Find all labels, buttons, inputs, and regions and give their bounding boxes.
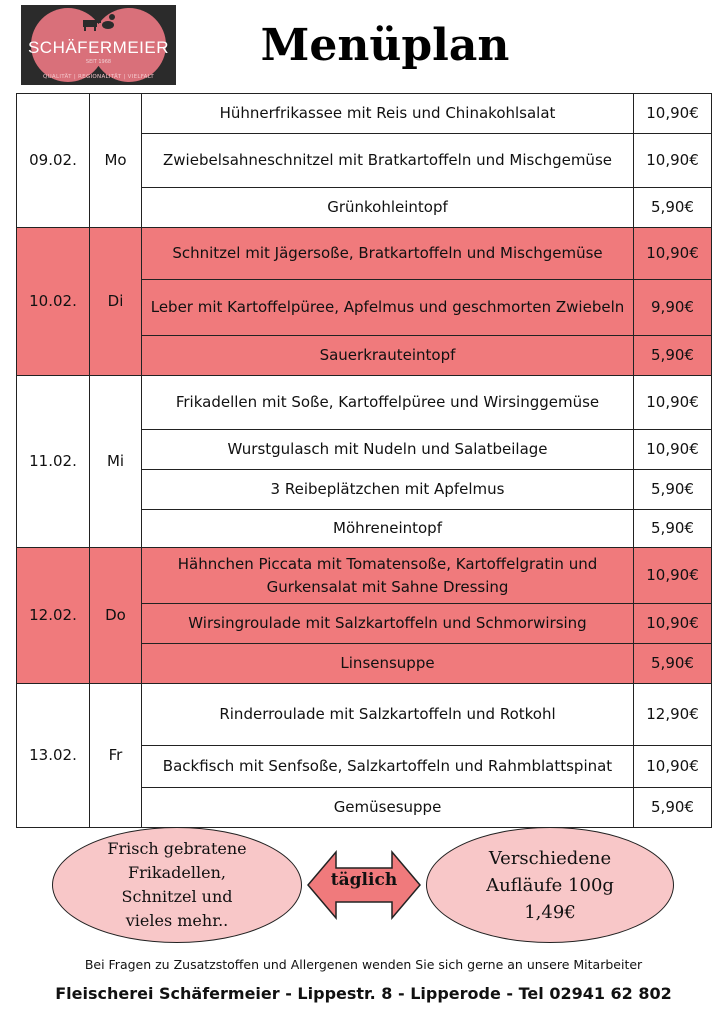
date-cell: 13.02. <box>17 684 90 828</box>
dish-price: 10,90€ <box>634 376 712 430</box>
date-cell: 09.02. <box>17 94 90 228</box>
dish-name: Wurstgulasch mit Nudeln und Salatbeilage <box>142 430 634 470</box>
dish-name: Zwiebelsahneschnitzel mit Bratkartoffeln und Mischgemüse <box>142 134 634 188</box>
dish-name: Gemüsesuppe <box>142 788 634 828</box>
dish-price: 5,90€ <box>634 336 712 376</box>
weekday-cell: Di <box>90 228 142 376</box>
date-cell: 11.02. <box>17 376 90 548</box>
logo-brand: SCHÄFERMEIER <box>27 38 170 57</box>
dish-name: Hühnerfrikassee mit Reis und Chinakohlsalat <box>142 94 634 134</box>
weekday-cell: Mi <box>90 376 142 548</box>
menu-row <box>17 376 712 430</box>
logo-tagline: QUALITÄT | REGIONALITÄT | VIELFALT <box>42 74 155 80</box>
dish-price: 10,90€ <box>634 746 712 788</box>
menu-table <box>16 93 712 828</box>
logo-since: SEIT 1968 <box>85 59 112 65</box>
dish-name: Rinderroulade mit Salzkartoffeln und Rotkohl <box>142 684 634 746</box>
dish-price: 5,90€ <box>634 788 712 828</box>
dish-name: Grünkohleintopf <box>142 188 634 228</box>
dish-price: 10,90€ <box>634 430 712 470</box>
menu-row <box>17 548 712 604</box>
date-cell: 12.02. <box>17 548 90 684</box>
dish-price: 5,90€ <box>634 470 712 510</box>
dish-price: 5,90€ <box>634 644 712 684</box>
dish-name: 3 Reibeplätzchen mit Apfelmus <box>142 470 634 510</box>
daily-offer-text: Frisch gebratene Frikadellen, Schnitzel und vieles mehr.. <box>107 839 247 930</box>
dish-name: Linsensuppe <box>142 644 634 684</box>
dish-price: 10,90€ <box>634 94 712 134</box>
dish-price: 9,90€ <box>634 280 712 336</box>
weekday-cell: Fr <box>90 684 142 828</box>
allergen-note: Bei Fragen zu Zusatzstoffen und Allergenen wenden Sie sich gerne an unsere Mitarbeiter <box>84 957 643 972</box>
dish-name: Hähnchen Piccata mit Tomatensoße, Kartoffelgratin und Gurkensalat mit Sahne Dressing <box>142 548 634 604</box>
dish-price: 10,90€ <box>634 604 712 644</box>
menu-row <box>17 94 712 134</box>
logo <box>21 5 176 85</box>
dish-name: Backfisch mit Senfsoße, Salzkartoffeln und Rahmblattspinat <box>142 746 634 788</box>
weekday-cell: Do <box>90 548 142 684</box>
dish-name: Wirsingroulade mit Salzkartoffeln und Schmorwirsing <box>142 604 634 644</box>
dish-name: Schnitzel mit Jägersoße, Bratkartoffeln und Mischgemüse <box>142 228 634 280</box>
menu-row <box>17 228 712 280</box>
daily-label: täglich <box>330 870 398 890</box>
casserole-text: Verschiedene Aufläufe 100g 1,49€ <box>486 847 614 923</box>
dish-name: Sauerkrauteintopf <box>142 336 634 376</box>
casserole-bubble <box>426 827 674 943</box>
dish-price: 12,90€ <box>634 684 712 746</box>
daily-offer-bubble <box>52 827 302 943</box>
weekday-cell: Mo <box>90 94 142 228</box>
dish-name: Möhreneintopf <box>142 510 634 548</box>
farm-animals-icon <box>81 13 117 31</box>
dish-price: 10,90€ <box>634 228 712 280</box>
dish-price: 10,90€ <box>634 548 712 604</box>
date-cell: 10.02. <box>17 228 90 376</box>
dish-price: 5,90€ <box>634 510 712 548</box>
menu-row <box>17 684 712 746</box>
page-title: Menüplan <box>260 20 510 71</box>
dish-price: 5,90€ <box>634 188 712 228</box>
dish-name: Leber mit Kartoffelpüree, Apfelmus und geschmorten Zwiebeln <box>142 280 634 336</box>
footer-address: Fleischerei Schäfermeier - Lippestr. 8 - Lipperode - Tel 02941 62 802 <box>55 984 672 1003</box>
dish-price: 10,90€ <box>634 134 712 188</box>
dish-name: Frikadellen mit Soße, Kartoffelpüree und Wirsinggemüse <box>142 376 634 430</box>
